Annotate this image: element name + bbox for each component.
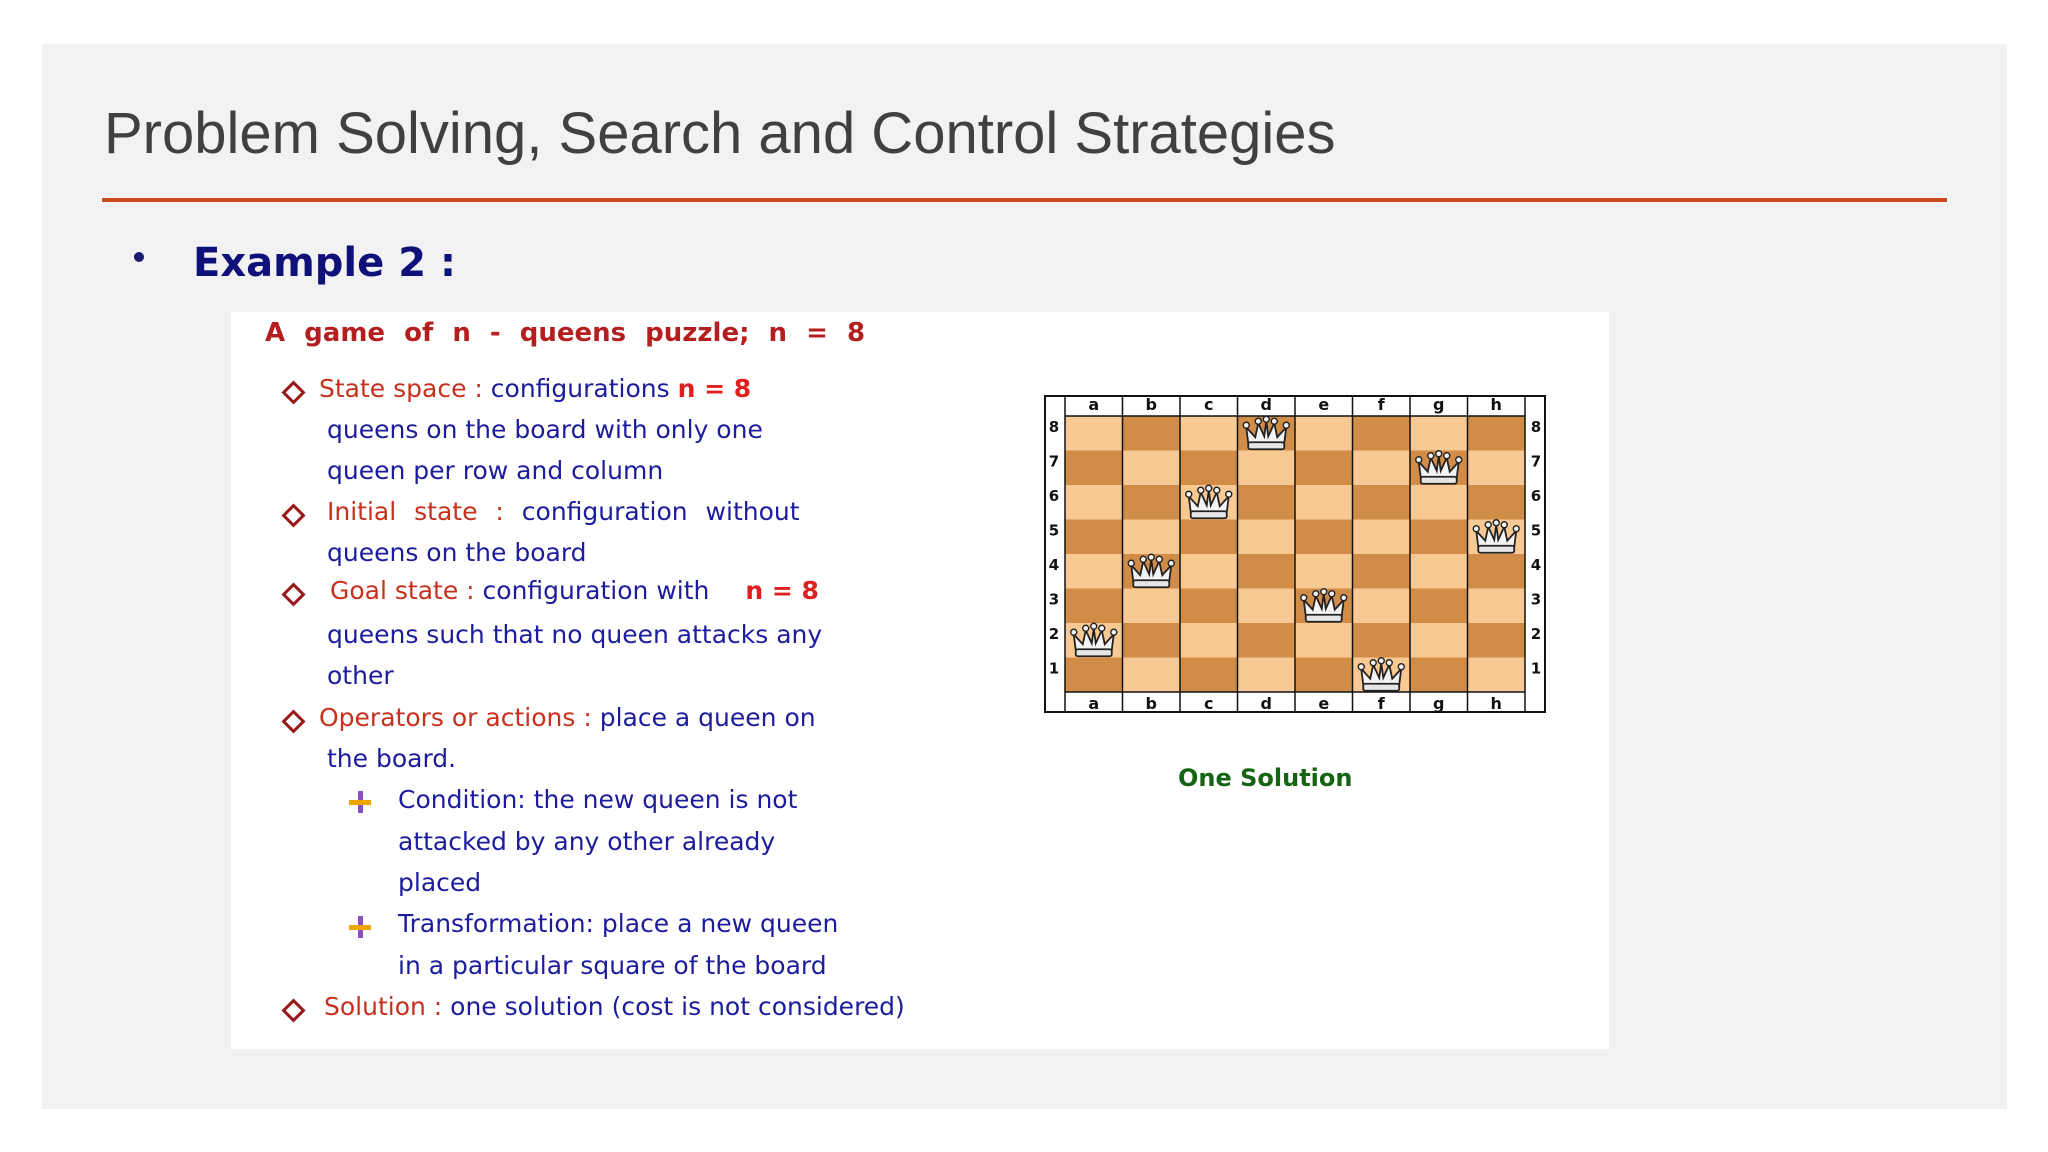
board-square — [1295, 451, 1353, 486]
rank-label-left: 1 — [1048, 659, 1060, 678]
transformation-line-2: in a particular square of the board — [398, 951, 827, 980]
operators-text: place a queen on — [599, 703, 816, 732]
board-square — [1065, 554, 1123, 589]
rank-label-left: 4 — [1048, 556, 1060, 574]
board-square — [1468, 451, 1526, 486]
file-label-bottom: d — [1260, 694, 1272, 713]
rank-label-left: 8 — [1048, 418, 1060, 436]
file-label-bottom: h — [1490, 694, 1502, 713]
goal-state-line-3: other — [327, 661, 394, 690]
board-square — [1410, 589, 1468, 624]
rank-label-right: 1 — [1530, 659, 1542, 678]
goal-state-highlight: n = 8 — [745, 576, 819, 605]
chessboard — [1041, 394, 1551, 744]
board-square — [1065, 485, 1123, 520]
solution-label: Solution : — [324, 992, 443, 1021]
state-space-text: configurations — [490, 374, 670, 403]
state-space-line-3: queen per row and column — [327, 456, 664, 485]
board-square — [1238, 485, 1296, 520]
board-square — [1468, 554, 1526, 589]
board-square — [1123, 658, 1181, 693]
board-square — [1065, 416, 1123, 451]
diamond-bullet-icon — [281, 380, 305, 404]
file-label-bottom: c — [1204, 694, 1214, 713]
diamond-bullet-icon — [281, 582, 305, 606]
board-square — [1295, 416, 1353, 451]
board-square — [1353, 451, 1411, 486]
rank-label-right: 8 — [1530, 418, 1542, 436]
goal-state-text: configuration with — [482, 576, 710, 605]
file-label-top: a — [1088, 395, 1100, 414]
transformation-line-1: Transformation: place a new queen — [398, 909, 839, 938]
file-label-top: d — [1260, 395, 1272, 414]
board-square — [1180, 451, 1238, 486]
board-square — [1410, 554, 1468, 589]
board-square — [1353, 416, 1411, 451]
file-label-top: h — [1490, 395, 1502, 414]
state-space-highlight: n = 8 — [677, 374, 752, 403]
chessboard-graphic — [1041, 394, 1551, 744]
state-space-line-1 — [319, 374, 751, 403]
diamond-bullet-icon — [281, 998, 305, 1022]
board-square — [1238, 451, 1296, 486]
rank-label-right: 2 — [1530, 625, 1542, 643]
rank-label-left: 5 — [1048, 521, 1060, 540]
file-label-top: g — [1433, 395, 1445, 414]
board-square — [1123, 589, 1181, 624]
title-underline — [102, 198, 1947, 202]
solution-line — [324, 992, 905, 1021]
diamond-bullet-icon — [281, 503, 305, 527]
board-square — [1410, 485, 1468, 520]
initial-state-line-2: queens on the board — [327, 538, 587, 567]
board-square — [1410, 658, 1468, 693]
file-label-bottom: a — [1088, 694, 1100, 713]
board-square — [1295, 658, 1353, 693]
board-square — [1295, 623, 1353, 658]
file-label-bottom: e — [1318, 694, 1330, 713]
rank-label-right: 4 — [1530, 556, 1542, 574]
puzzle-heading: A game of n - queens puzzle; n = 8 — [265, 318, 866, 348]
diamond-bullet-icon — [281, 709, 305, 733]
cross-bullet-icon — [349, 791, 371, 813]
board-square — [1295, 520, 1353, 555]
board-square — [1180, 623, 1238, 658]
board-square — [1238, 658, 1296, 693]
condition-line-1: Condition: the new queen is not — [398, 785, 798, 814]
puzzle-panel — [231, 312, 1609, 1049]
board-square — [1468, 589, 1526, 624]
initial-state-label: Initial state : — [327, 497, 504, 526]
board-square — [1468, 485, 1526, 520]
rank-label-left: 2 — [1048, 625, 1060, 643]
board-square — [1468, 623, 1526, 658]
rank-label-left: 6 — [1048, 487, 1060, 505]
rank-label-left: 7 — [1048, 452, 1060, 471]
board-square — [1065, 658, 1123, 693]
file-label-bottom: g — [1433, 694, 1445, 713]
file-label-top: f — [1377, 395, 1385, 414]
board-caption: One Solution — [1178, 764, 1353, 792]
board-square — [1065, 589, 1123, 624]
board-square — [1353, 520, 1411, 555]
operators-line-2: the board. — [327, 744, 457, 773]
board-square — [1238, 554, 1296, 589]
board-square — [1123, 485, 1181, 520]
board-square — [1238, 520, 1296, 555]
initial-state-text: configuration without — [521, 497, 800, 526]
rank-label-right: 6 — [1530, 487, 1542, 505]
board-square — [1180, 554, 1238, 589]
bullet-example: Example 2 : — [193, 240, 456, 286]
board-square — [1295, 485, 1353, 520]
file-label-top: b — [1145, 395, 1157, 414]
board-square — [1353, 485, 1411, 520]
board-square — [1295, 554, 1353, 589]
condition-line-3: placed — [398, 868, 482, 897]
slide-title: Problem Solving, Search and Control Strategies — [104, 101, 1336, 166]
rank-label-left: 3 — [1048, 590, 1060, 609]
state-space-line-2: queens on the board with only one — [327, 415, 763, 444]
board-square — [1123, 623, 1181, 658]
goal-state-line-2: queens such that no queen attacks any — [327, 620, 823, 649]
rank-label-right: 3 — [1530, 590, 1542, 609]
board-square — [1123, 520, 1181, 555]
file-label-top: e — [1318, 395, 1330, 414]
goal-state-line-1 — [330, 576, 819, 605]
board-square — [1353, 554, 1411, 589]
board-square — [1238, 589, 1296, 624]
board-square — [1410, 623, 1468, 658]
rank-label-right: 5 — [1530, 521, 1542, 540]
board-square — [1180, 416, 1238, 451]
board-square — [1180, 658, 1238, 693]
goal-state-label: Goal state : — [330, 576, 475, 605]
operators-label: Operators or actions : — [319, 703, 592, 732]
file-label-bottom: f — [1377, 694, 1385, 713]
board-square — [1123, 416, 1181, 451]
board-square — [1353, 589, 1411, 624]
board-square — [1180, 520, 1238, 555]
initial-state-line-1 — [327, 497, 800, 526]
board-square — [1410, 520, 1468, 555]
state-space-label: State space : — [319, 374, 483, 403]
file-label-top: c — [1204, 395, 1214, 414]
rank-label-right: 7 — [1530, 452, 1542, 471]
board-square — [1238, 623, 1296, 658]
bullet-dot-icon — [134, 252, 144, 262]
operators-line-1 — [319, 703, 816, 732]
solution-text: one solution (cost is not considered) — [450, 992, 905, 1021]
board-square — [1353, 623, 1411, 658]
board-square — [1468, 658, 1526, 693]
file-label-bottom: b — [1145, 694, 1157, 713]
board-square — [1065, 451, 1123, 486]
board-square — [1065, 520, 1123, 555]
condition-line-2: attacked by any other already — [398, 827, 776, 856]
cross-bullet-icon — [349, 916, 371, 938]
board-square — [1123, 451, 1181, 486]
board-square — [1410, 416, 1468, 451]
board-square — [1180, 589, 1238, 624]
board-square — [1468, 416, 1526, 451]
